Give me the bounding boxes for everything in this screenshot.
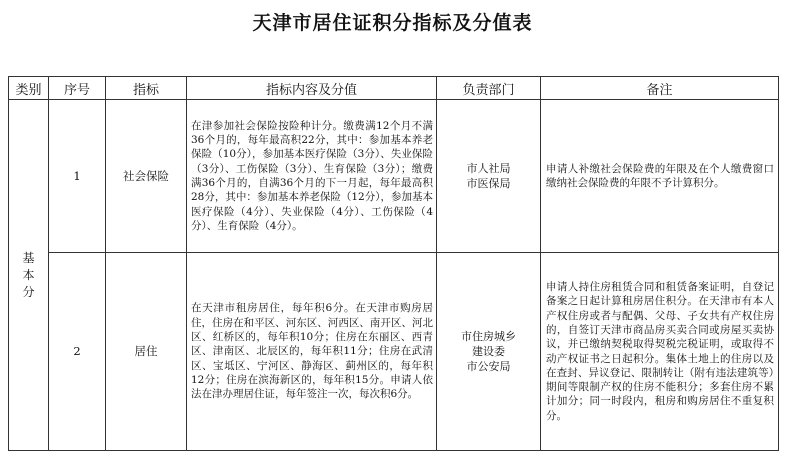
department-line: 市医保局: [466, 177, 511, 190]
row-department: [437, 253, 541, 451]
category-label: 基本分: [22, 250, 35, 299]
page-title: 天津市居住证积分指标及分值表: [252, 12, 533, 34]
header-department: 负责部门: [437, 77, 541, 100]
table-row: [9, 253, 779, 451]
header-category: 类别: [9, 77, 49, 100]
header-indicator: 指标: [106, 77, 187, 100]
category-cell: [9, 100, 49, 451]
row-remark: 申请人持住房租赁合同和租赁备案证明，自登记备案之日起计算租房居住积分。在天津市有本人产权住房或者与配偶、父母、子女共有产权住房的，自签订天津市商品房买卖合同或房屋买卖协议，并已缴纳契税取得契税完税证明，或取得不动产权证书之日起积分。集体土地上的住房以及在查封、异议登记、限制转让（附有违法建筑等）期间等限制产权的住房不能积分；多套住房不累计加分；同一时段内，租房和购房居住不重复积分。: [541, 253, 779, 451]
row-content: 在津参加社会保险按险种计分。缴费满12个月不满36个月的，每年最高积22分，其中：参加基本养老保险（10分），参加基本医疗保险（3分）、失业保险（3分）、工伤保险（3分）、生育保险（3分）；缴费满36个月的，自满36个月的下一月起，每年最高积28分，其中：参加基本养老保险（12分），参加基本医疗保险（4分）、失业保险（4分）、工伤保险（4分）、生育保险（4分）。: [187, 100, 437, 253]
department-line: 建设委: [472, 345, 505, 358]
row-indicator: 居住: [106, 253, 187, 451]
department-line: 市人社局: [466, 162, 511, 175]
row-number: 2: [49, 253, 106, 451]
header-remark: 备注: [541, 77, 779, 100]
row-department: [437, 100, 541, 253]
department-line: 市住房城乡: [461, 330, 516, 343]
header-number: 序号: [49, 77, 106, 100]
table-row: [9, 100, 779, 253]
table-header-row: [9, 77, 779, 100]
department-line: 市公安局: [466, 360, 511, 373]
score-table: [8, 76, 779, 451]
row-number: 1: [49, 100, 106, 253]
row-content: 在天津市租房居住，每年积6分。在天津市购房居住，住房在和平区、河东区、河西区、南开区、河北区、红桥区的，每年积10分；住房在东丽区、西青区、津南区、北辰区的，每年积11分；住房在武清区、宝坻区、宁河区、静海区、蓟州区的，每年积12分；住房在滨海新区的，每年积15分。申请人依法在津办理居住证，每年签注一次，每次积6分。: [187, 253, 437, 451]
row-remark: 申请人补缴社会保险费的年限及在个人缴费窗口缴纳社会保险费的年限不予计算积分。: [541, 100, 779, 253]
header-content: 指标内容及分值: [187, 77, 437, 100]
row-indicator: 社会保险: [106, 100, 187, 253]
